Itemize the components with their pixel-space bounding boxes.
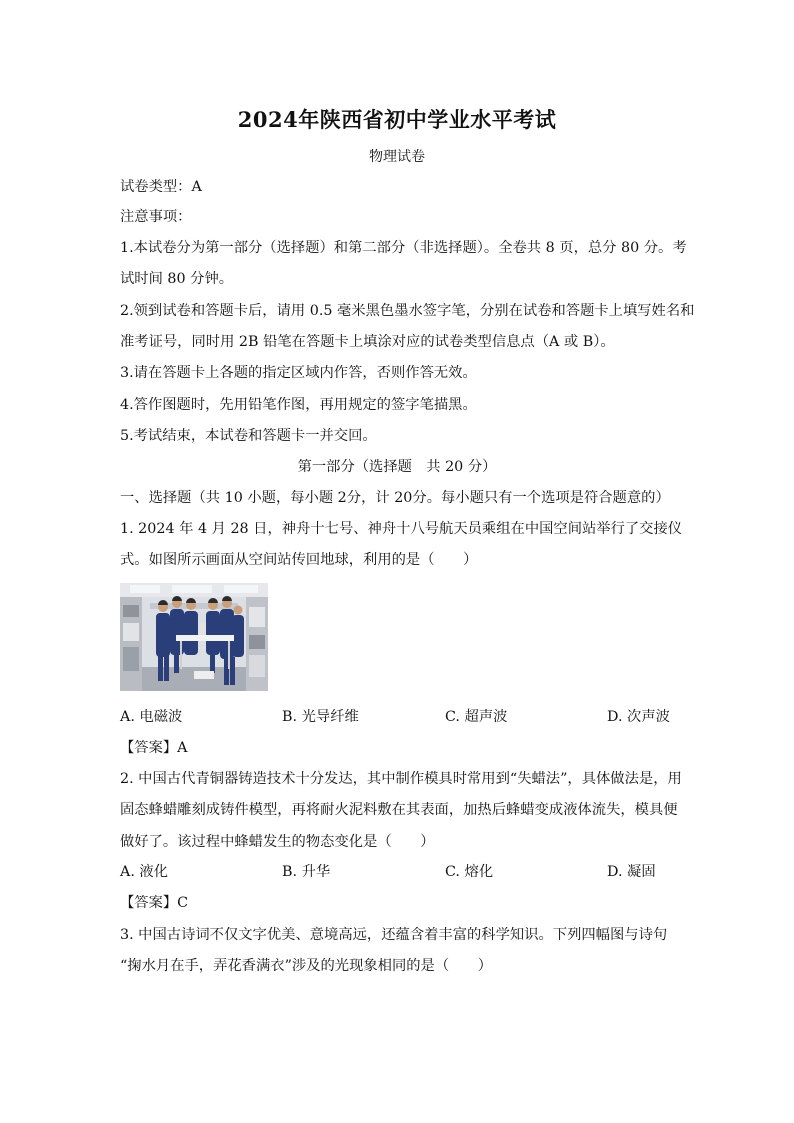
answer-1: 【答案】A xyxy=(120,740,188,756)
question-3-text: “掬水月在手，弄花香满衣”涉及的光现象相同的是（ ） xyxy=(120,958,493,974)
option-c: C. 熔化 xyxy=(445,864,494,880)
option-d: D. 凝固 xyxy=(607,864,656,880)
exam-subtitle: 物理试卷 xyxy=(369,149,425,165)
paper-type: 试卷类型：A xyxy=(120,179,202,195)
question-2-text: 固态蜂蜡雕刻成铸件模型，再将耐火泥料敷在其表面，加热后蜂蜡变成液体流失，模具便 xyxy=(120,802,678,818)
question-2-text: 做好了。该过程中蜂蜡发生的物态变化是（ ） xyxy=(120,834,435,850)
option-b: B. 升华 xyxy=(282,864,331,880)
question-3-text: 3. 中国古诗词不仅文字优美、意境高远，还蕴含着丰富的科学知识。下列四幅图与诗句 xyxy=(120,927,668,943)
answer-2: 【答案】C xyxy=(120,895,189,911)
question-2-text: 2. 中国古代青铜器铸造技术十分发达，其中制作模具时常用到“失蜡法”，具体做法是，用 xyxy=(120,771,682,787)
space-station-photo xyxy=(120,583,268,691)
section-heading: 一、选择题（共 10 小题，每小题 2分，计 20分。每小题只有一个选项是符合题意的） xyxy=(120,490,670,506)
option-b: B. 光导纤维 xyxy=(282,709,359,725)
option-a: A. 电磁波 xyxy=(120,709,183,725)
question-1-text: 1. 2024 年 4 月 28 日，神舟十七号、神舟十八号航天员乘组在中国空间站举行了交接仪 xyxy=(120,521,683,537)
note-line: 1.本试卷分为第一部分（选择题）和第二部分（非选择题）。全卷共 8 页，总分 80 分。考 xyxy=(120,240,687,256)
option-d: D. 次声波 xyxy=(607,709,670,725)
note-line: 4.答作图题时，先用铅笔作图，再用规定的签字笔描黑。 xyxy=(120,397,477,413)
note-line: 2.领到试卷和答题卡后，请用 0.5 毫米黑色墨水签字笔，分别在试卷和答题卡上填写姓名和 xyxy=(120,303,695,319)
option-c: C. 超声波 xyxy=(445,709,508,725)
exam-title: 2024年陕西省初中学业水平考试 xyxy=(237,107,557,132)
note-line: 准考证号，同时用 2B 铅笔在答题卡上填涂对应的试卷类型信息点（A 或 B）。 xyxy=(120,334,615,350)
part-heading: 第一部分（选择题 共 20 分） xyxy=(297,459,497,475)
option-a: A. 液化 xyxy=(120,864,169,880)
note-line: 试时间 80 分钟。 xyxy=(120,271,234,287)
question-1-text: 式。如图所示画面从空间站传回地球，利用的是（ ） xyxy=(120,552,478,568)
note-line: 5.考试结束，本试卷和答题卡一并交回。 xyxy=(120,428,377,444)
notes-heading: 注意事项： xyxy=(120,209,192,225)
note-line: 3.请在答题卡上各题的指定区域内作答，否则作答无效。 xyxy=(120,365,477,381)
